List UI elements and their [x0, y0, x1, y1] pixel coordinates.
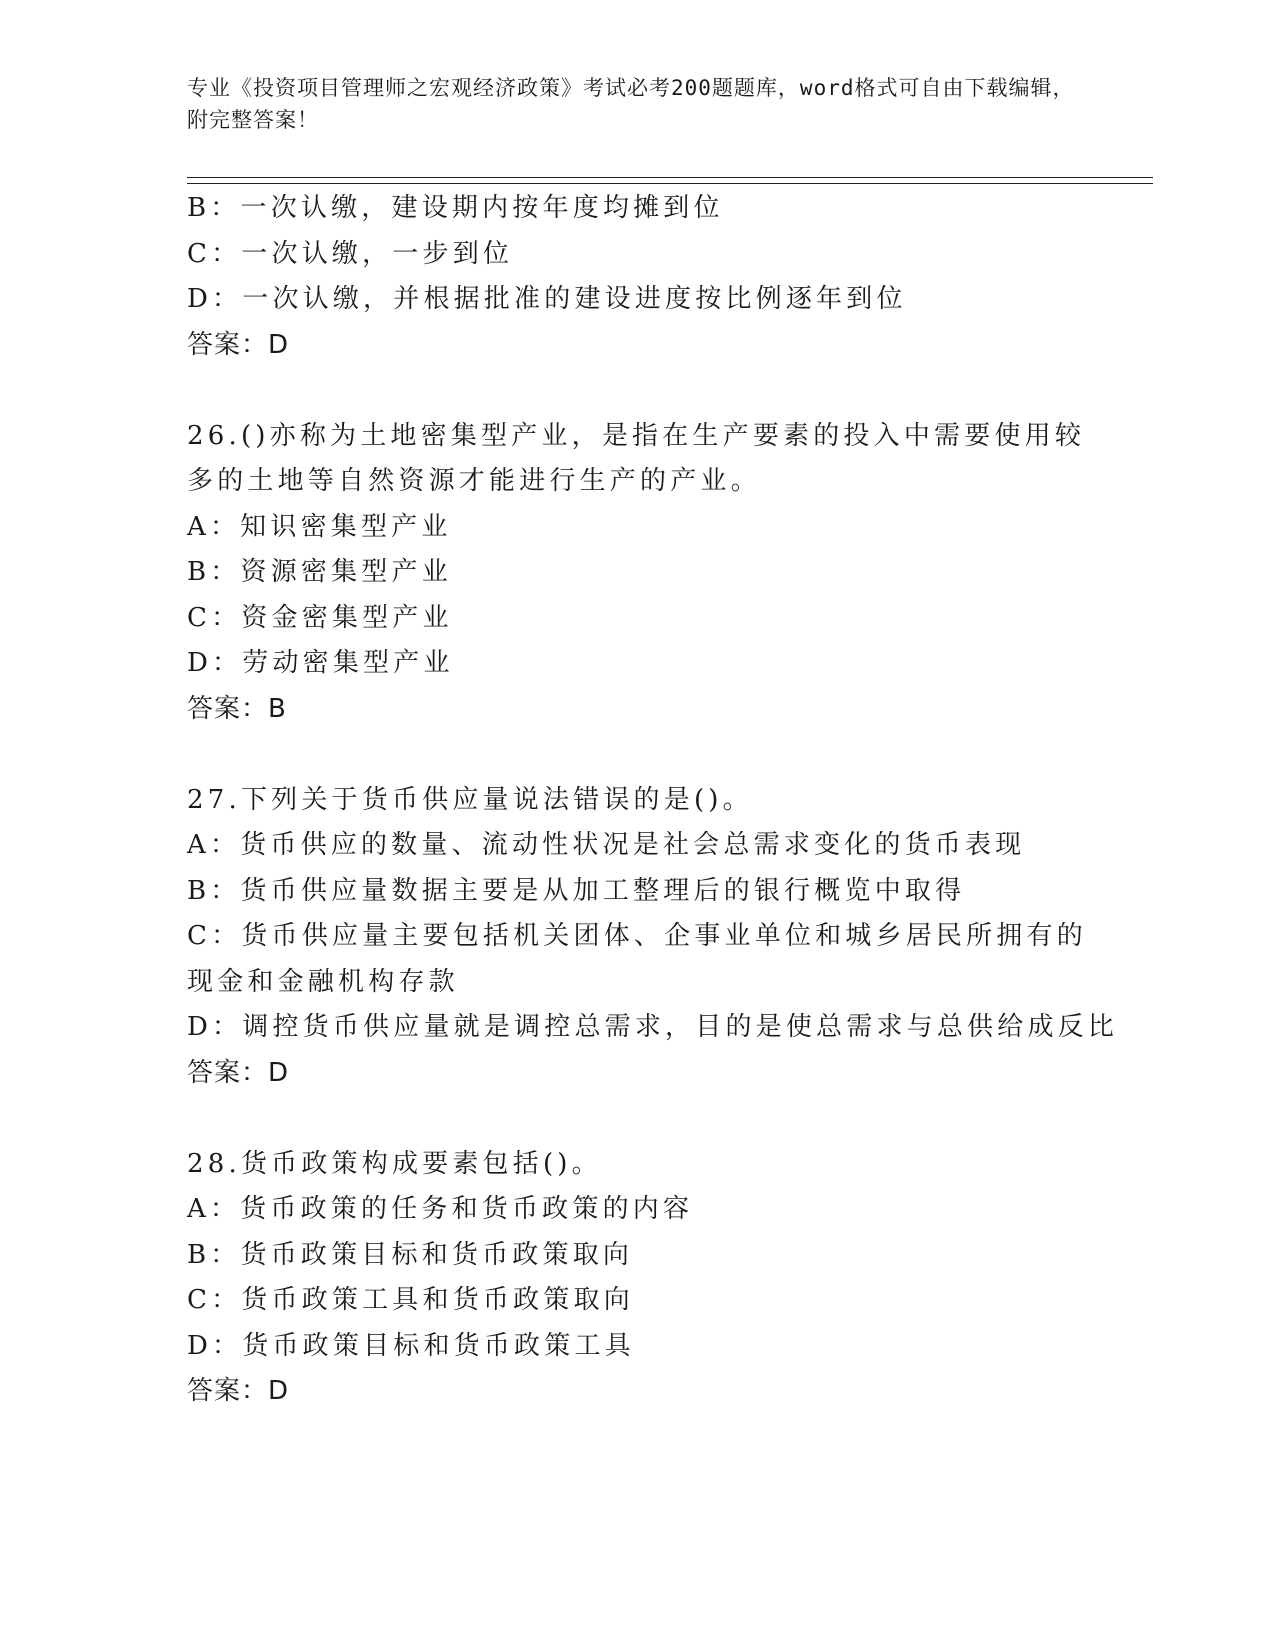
header-divider-bottom [187, 183, 1153, 184]
spacer [187, 368, 1087, 414]
option-d: D：一次认缴，并根据批准的建设进度按比例逐年到位 [187, 284, 907, 314]
option-a: A：货币供应的数量、流动性状况是社会总需求变化的货币表现 [187, 830, 1026, 860]
question-stem: 26.()亦称为土地密集型产业，是指在生产要素的投入中需要使用较多的土地等自然资源才能进行生产的产业。 [187, 420, 1086, 496]
answer: 答案：D [187, 1376, 290, 1406]
option-c: C：货币政策工具和货币政策取向 [187, 1285, 634, 1315]
question-stem: 28.货币政策构成要素包括()。 [187, 1148, 602, 1179]
document-header: 专业《投资项目管理师之宏观经济政策》考试必考200题题库，word格式可自由下载编辑，附完整答案！ [187, 76, 1075, 132]
question-list [187, 186, 1119, 1415]
option-d: D：货币政策目标和货币政策工具 [187, 1330, 635, 1361]
header-divider-top [187, 177, 1153, 178]
option-b: B：货币供应量数据主要是从加工整理后的银行概览中取得 [187, 875, 966, 906]
option-c: C：一次认缴，一步到位 [187, 238, 514, 269]
answer: 答案：D [187, 1057, 290, 1088]
option-d: D：劳动密集型产业 [187, 648, 454, 678]
option-d: D：调控货币供应量就是调控总需求，目的是使总需求与总供给成反比 [187, 1012, 1119, 1042]
option-a: A：知识密集型产业 [187, 511, 452, 542]
option-b: B：一次认缴，建设期内按年度均摊到位 [187, 193, 724, 223]
question-28 [187, 1142, 1087, 1415]
spacer [187, 1096, 1087, 1142]
option-c: C：资金密集型产业 [187, 602, 453, 633]
option-b: B：货币政策目标和货币政策取向 [187, 1239, 634, 1270]
option-a: A：货币政策的任务和货币政策的内容 [187, 1194, 694, 1224]
question-25-tail [187, 186, 1087, 368]
spacer [187, 732, 1087, 778]
answer: 答案：D [187, 329, 290, 360]
question-27 [187, 778, 1119, 1097]
question-stem: 27.下列关于货币供应量说法错误的是()。 [187, 784, 753, 815]
option-b: B：资源密集型产业 [187, 557, 452, 587]
option-c: C：货币供应量主要包括机关团体、企事业单位和城乡居民所拥有的现金和金融机构存款 [187, 921, 1087, 997]
answer: 答案：B [187, 693, 287, 724]
question-26 [187, 414, 1087, 733]
